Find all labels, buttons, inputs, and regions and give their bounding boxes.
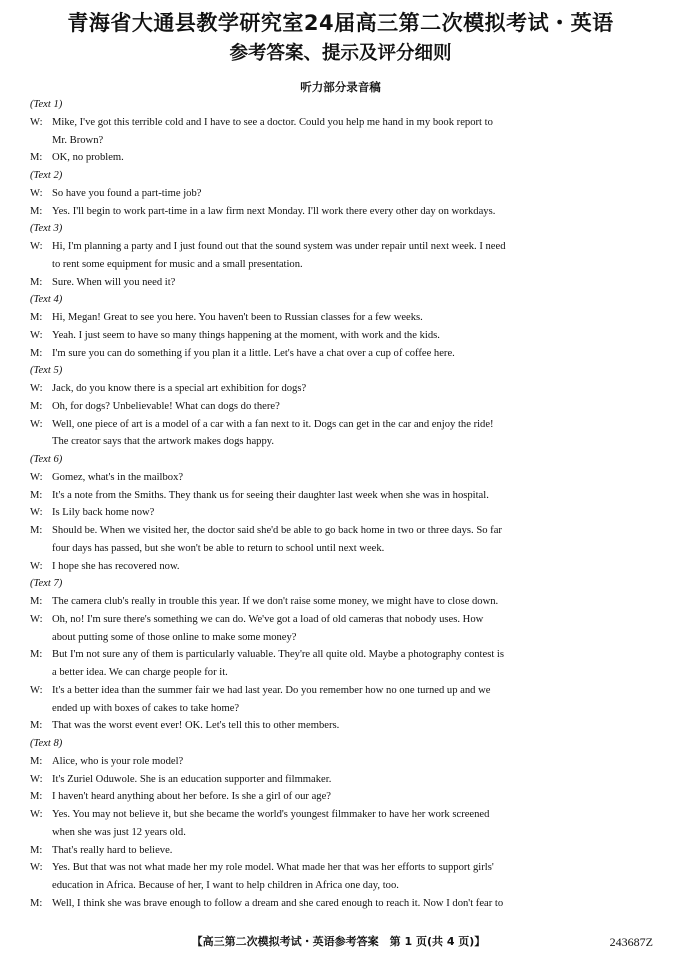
- speaker-label: W:: [30, 809, 43, 820]
- utterance-text: Gomez, what's in the mailbox?: [52, 471, 184, 483]
- utterance-text: Alice, who is your role model?: [52, 755, 184, 767]
- dialogue-line: [30, 416, 651, 434]
- speaker-label: M:: [30, 596, 43, 607]
- speaker-label: M:: [30, 720, 43, 732]
- speaker-label: M:: [30, 205, 43, 217]
- utterance-text: I haven't heard anything about her before. Is she a girl of our age?: [52, 791, 332, 803]
- dialogue-line: [30, 646, 651, 664]
- speaker-label: M:: [30, 897, 43, 909]
- utterance-text: Should be. When we visited her, the doctor said she'd be able to go back home in two or three days. So far: [52, 525, 502, 536]
- utterance-text: That was the worst event ever! OK. Let's tell this to other members.: [52, 720, 340, 732]
- speaker-label: M:: [30, 347, 43, 359]
- speaker-label: M:: [30, 489, 43, 501]
- utterance-text: The creator says that the artwork makes dogs happy.: [52, 436, 275, 448]
- dialogue-line: [30, 717, 651, 735]
- utterance-text: It's Zuriel Oduwole. She is an education supporter and filmmaker.: [52, 773, 332, 785]
- utterance-text: Mike, I've got this terrible cold and I have to see a doctor. Could you help me hand in my book report to: [52, 116, 493, 128]
- utterance-text: about putting some of those online to make some money?: [52, 631, 297, 643]
- dialogue-line: [30, 842, 651, 860]
- utterance-text: Hi, Megan! Great to see you here. You haven't been to Russian classes for a few weeks.: [52, 312, 423, 323]
- transcript: [30, 96, 651, 913]
- dialogue-line: [30, 469, 651, 487]
- text-label: (Text 6): [30, 454, 63, 465]
- dialogue-continuation: [30, 877, 651, 895]
- dialogue-line: [30, 274, 651, 292]
- dialogue-continuation: [30, 256, 651, 274]
- speaker-label: W:: [30, 862, 43, 874]
- dialogue-line: [30, 309, 651, 327]
- dialogue-line: [30, 380, 651, 398]
- speaker-label: [30, 132, 52, 150]
- speaker-label: [30, 664, 52, 682]
- dialogue-continuation: [30, 700, 651, 718]
- speaker-label: M:: [30, 400, 43, 412]
- dialogue-continuation: [30, 824, 651, 842]
- dialogue-line: [30, 487, 651, 505]
- dialogue-continuation: [30, 433, 651, 451]
- dialogue-line: [30, 788, 651, 806]
- speaker-label: W:: [30, 507, 43, 519]
- speaker-label: M:: [30, 755, 43, 767]
- utterance-text: It's a note from the Smiths. They thank us for seeing their daughter last week when she was in hospital.: [52, 489, 489, 501]
- utterance-text: Mr. Brown?: [52, 134, 104, 146]
- speaker-label: [30, 824, 52, 842]
- utterance-text: a better idea. We can charge people for it.: [52, 667, 228, 678]
- utterance-text: education in Africa. Because of her, I want to help children in Africa one day, too.: [52, 880, 399, 891]
- text-label: (Text 5): [30, 365, 63, 377]
- utterance-text: Oh, no! I'm sure there's something we can do. We've got a load of old cameras that nobody uses. How: [52, 613, 484, 625]
- text-label: (Text 2): [30, 170, 63, 181]
- speaker-label: W:: [30, 187, 43, 199]
- utterance-text: But I'm not sure any of them is particularly valuable. They're all quite old. Maybe a photography contest is: [52, 649, 504, 661]
- section-heading: 听力部分录音稿: [300, 80, 381, 94]
- text-label: (Text 4): [30, 294, 63, 306]
- utterance-text: So have you found a part-time job?: [52, 187, 202, 199]
- dialogue-line: [30, 895, 651, 913]
- document-title: 青海省大通县教学研究室24届高三第二次模拟考试・英语: [67, 11, 614, 35]
- speaker-label: W:: [30, 773, 43, 785]
- dialogue-line: [30, 504, 651, 522]
- dialogue-line: [30, 185, 651, 203]
- dialogue-line: [30, 753, 651, 771]
- dialogue-line: [30, 593, 651, 611]
- speaker-label: W:: [30, 613, 43, 625]
- utterance-text: Is Lily back home now?: [52, 507, 155, 519]
- utterance-text: It's a better idea than the summer fair we had last year. Do you remember how no one turned up and we: [52, 684, 491, 696]
- speaker-label: [30, 700, 52, 718]
- speaker-label: W:: [30, 418, 43, 430]
- utterance-text: Well, I think she was brave enough to follow a dream and she cared enough to reach it. Now I don't fear to: [52, 897, 504, 909]
- dialogue-line: [30, 114, 651, 132]
- utterance-text: That's really hard to believe.: [52, 844, 173, 856]
- dialogue-line: [30, 327, 651, 345]
- utterance-text: The camera club's really in trouble this year. If we don't raise some money, we might have to close down.: [52, 596, 499, 607]
- speaker-label: M:: [30, 791, 43, 803]
- document-subtitle: 参考答案、提示及评分细则: [229, 43, 452, 64]
- dialogue-line: [30, 806, 651, 824]
- text-label: (Text 1): [30, 99, 63, 110]
- speaker-label: M:: [30, 312, 43, 323]
- speaker-label: [30, 256, 52, 274]
- speaker-label: M:: [30, 525, 43, 536]
- speaker-label: [30, 433, 52, 451]
- speaker-label: M:: [30, 276, 43, 288]
- dialogue-line: [30, 682, 651, 700]
- utterance-text: Jack, do you know there is a special art exhibition for dogs?: [52, 383, 307, 394]
- dialogue-line: [30, 611, 651, 629]
- text-label: (Text 8): [30, 738, 63, 749]
- utterance-text: OK, no problem.: [52, 152, 124, 164]
- utterance-text: when she was just 12 years old.: [52, 826, 186, 838]
- dialogue-continuation: [30, 664, 651, 682]
- utterance-text: Hi, I'm planning a party and I just found out that the sound system was under repair until next week. I need: [52, 241, 506, 252]
- utterance-text: Oh, for dogs? Unbelievable! What can dogs do there?: [52, 400, 280, 412]
- speaker-label: W:: [30, 329, 43, 341]
- dialogue-continuation: [30, 132, 651, 150]
- footer-code: 243687Z: [609, 935, 653, 949]
- speaker-label: W:: [30, 471, 43, 483]
- speaker-label: W:: [30, 241, 43, 252]
- speaker-label: W:: [30, 560, 43, 572]
- utterance-text: I'm sure you can do something if you plan it a little. Let's have a chat over a cup of coffee here.: [52, 347, 455, 359]
- speaker-label: M:: [30, 152, 43, 164]
- dialogue-line: [30, 345, 651, 363]
- dialogue-continuation: [30, 540, 651, 558]
- dialogue-line: [30, 149, 651, 167]
- utterance-text: ended up with boxes of cakes to take home?: [52, 702, 240, 714]
- speaker-label: M:: [30, 844, 43, 856]
- dialogue-line: [30, 238, 651, 256]
- speaker-label: [30, 540, 52, 558]
- text-label: (Text 3): [30, 223, 63, 235]
- dialogue-continuation: [30, 629, 651, 647]
- dialogue-line: [30, 859, 651, 877]
- footer-page-info: 【高三第二次模拟考试・英语参考答案 第 1 页(共 4 页)】: [191, 935, 486, 948]
- dialogue-line: [30, 398, 651, 416]
- utterance-text: I hope she has recovered now.: [52, 560, 180, 572]
- dialogue-line: [30, 558, 651, 576]
- speaker-label: W:: [30, 116, 43, 128]
- speaker-label: [30, 877, 52, 895]
- speaker-label: W:: [30, 383, 43, 394]
- speaker-label: [30, 629, 52, 647]
- utterance-text: Well, one piece of art is a model of a car with a fan next to it. Dogs can get in the car and enjoy the ride!: [52, 418, 494, 430]
- utterance-text: four days has passed, but she won't be able to return to school until next week.: [52, 542, 385, 554]
- utterance-text: Yes. You may not believe it, but she became the world's youngest filmmaker to have her work screened: [52, 809, 490, 820]
- utterance-text: to rent some equipment for music and a small presentation.: [52, 258, 303, 270]
- utterance-text: Yes. I'll begin to work part-time in a law firm next Monday. I'll work there every other day on workdays.: [52, 205, 496, 217]
- dialogue-line: [30, 203, 651, 221]
- utterance-text: Yeah. I just seem to have so many things happening at the moment, with work and the kids.: [52, 329, 440, 341]
- text-label: (Text 7): [30, 578, 63, 590]
- dialogue-line: [30, 522, 651, 540]
- speaker-label: M:: [30, 649, 43, 661]
- dialogue-line: [30, 771, 651, 789]
- utterance-text: Yes. But that was not what made her my role model. What made her that was her efforts to support girls': [52, 862, 494, 874]
- utterance-text: Sure. When will you need it?: [52, 276, 176, 288]
- speaker-label: W:: [30, 684, 43, 696]
